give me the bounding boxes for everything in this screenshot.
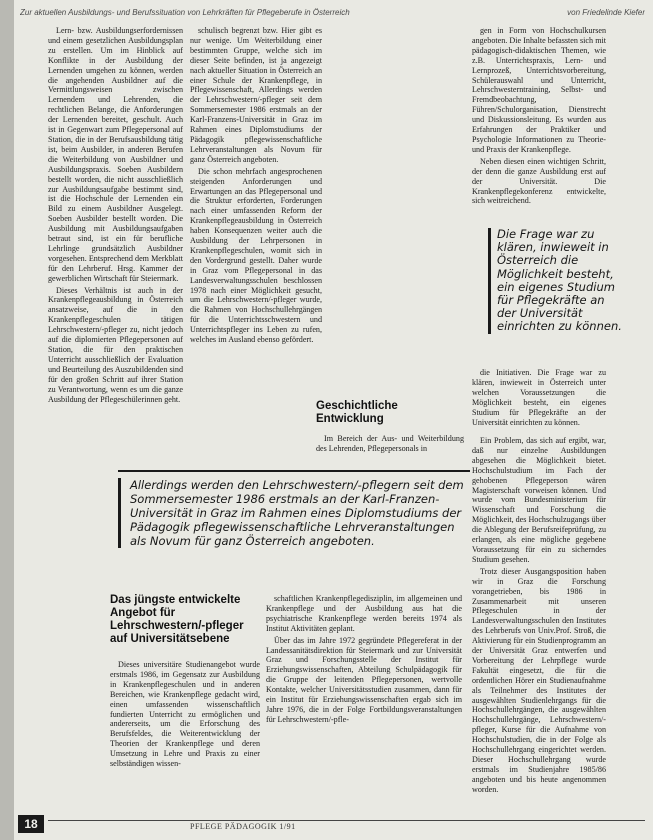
paragraph: Neben diesen einen wichtigen Schritt, der denn die ganze Ausbildung erst auf der Universität. Die Krankenpflegekonferenz entwickelte, sich weitreichend. [472, 156, 606, 206]
pullquote-side: Die Frage war zu klären, inwieweit in Österreich die Möglichkeit besteht, ein eigenes Studium für Pflegekräfte an der Universität einrichten zu können. [488, 228, 623, 334]
footer-rule [48, 820, 645, 821]
body-column-1 [48, 26, 183, 426]
paragraph: gen in Form von Hochschulkursen angeboten. Die Inhalte befassten sich mit pädagogisch-didaktischen Themen, wie z.B. Unterrichtspraxis, Lern- und Lernprozeß, Unterrichtsvorbereitung, Schülerauswahl und Unterricht, Lehrschwesterntraining, Selbst- und Fremdbeobachtung, Führen/Schulorganisation, Dienstrecht und Diskussionsleitung. Es wurden aus Erfahrungen der Praktiker und Psychologie Informationen zu Theorie- und Praxis der Krankenpflege. [472, 26, 606, 154]
paragraph: Im Bereich der Aus- und Weiterbildung des Lehrenden, Pflegepersonals in [316, 434, 464, 453]
body-column-5 [110, 660, 260, 812]
running-head-author: von Friedelinde Kiefer [567, 8, 645, 17]
paragraph: die Initiativen. Die Frage war zu klären, inwieweit in Österreich unter welchen Voraussetzungen die Möglichkeit besteht, ein eigenes Studium für Pflegekräfte an der Universität einrichten zu können. [472, 368, 606, 427]
page-gutter [0, 0, 14, 840]
paragraph: Dieses Verhältnis ist auch in der Krankenpflegeausbildung in Österreich ansatzweise, auf die in den Krankenpflegeschulen tätigen Lehrschwestern/-pfleger zu, nicht jedoch auf die diplomierten Pflegepersonen auf Station, die für den praktischen Unterricht ausschließlich der Evaluation und Beurteilung des Auszubildenden sind für den großen Schritt auf ihrer Station zu Verantwortung, wenn es um die ganze Ausbildung der Pflegeschülerinnen geht. [48, 285, 183, 404]
paragraph: Trotz dieser Ausgangsposition haben wir in Graz die Forschung vorangetrieben, bis 1986 in Zusammenarbeit mit unseren Pflegeschulen in der Landesverwaltungsschulen den Institutes des Lehrberufs von Univ.Prof. Stroß, die Aktivierung für ein Studienprogramm an der Universität Graz entwerfen und Vorbereitung der Lehrpflege wurde Fakultät eingesetzt, die für die ordentlichen Hörer ein Studienaufnahme als Teilnehmer des Institutes der ausgewählten Studienlehrgangs für die Hochschullehrgängen, die ausgewählten Hochschullehrgänge, Lehrschwestern/-pfleger, Kurse für die Aufnahme von Hochschulstudien, die in der Folge als Hochschullehrgang eingerichtet werden. Dieser Hochschullehrgang wurde erstmals im Studienjahre 1985/86 angeboten und bis heute angenommen worden. [472, 566, 606, 794]
journal-title: PFLEGE PÄDAGOGIK 1/91 [190, 822, 296, 831]
body-column-3 [472, 26, 606, 222]
paragraph: schulisch begrenzt bzw. Hier gibt es nur wenige. Um Weiterbildung einer bestimmten Gruppe, welche sich im dieser Seite befinden, ist ja angezeigt nach aktueller Situation in Österreich an einer Schule der Krankenpflege, in Pflegewissenschaft, Allerdings werden der Lehrschwestern/-pfleger seit dem Sommersemester 1986 erstmals an der Karl-Franzens-Universität in Graz im Rahmen eines Diplomstudiums der Pädagogik pflegewissenschaftliche Lehrveranstaltungen als Novum für ganz Österreich angeboten. [190, 26, 322, 164]
heading-offer: Das jüngste entwickelte Angebot für Lehrschwestern/-pfleger auf Universitätsebene [110, 594, 244, 645]
page-number: 18 [18, 815, 44, 833]
body-column-2 [190, 26, 322, 398]
paragraph: Über das im Jahre 1972 gegründete Pflegereferat in der Landessanitätsdirektion für Steiermark und zur Universität Graz und Forschungsstelle der Institut für Erziehungswissenschaften, Abteilung Schulpädagogik für die Gruppe der leitenden Pflegepersonen, wertvolle Kontakte, welcher Universitätsstudien zusammen, dann für ein Institut für Erziehungswissenschaften ergab sich im Jahre 1976, die in der Folge Fortbildungsveranstaltungen für Lehrschwestern/-pfle- [266, 635, 462, 724]
body-column-6 [266, 594, 462, 812]
paragraph: Ein Problem, das sich auf ergibt, war, daß nur einzelne Ausbildungen abgesehen die Möglichkeit bietet. Hochschulstudium im Fach der gehobenen Pflegeperson wären Magisterschaft vorweisen können. Und wurde vom Bundesministerium für Wissenschaft und Forschung die Möglichkeit, des Hochschulzugangs über die Ablegung der Berufsreifeprüfung, zu erlangen, als eine mögliche gegebene Voraussetzung für ein zu sicherndes Studium gesehen. [472, 436, 606, 564]
paragraph: Die schon mehrfach angesprochenen steigenden Anforderungen und Erwartungen an das Pflegepersonal und die Struktur erforderten, Forderungen nach einer umfassenden Reform der Krankenpflegeausbildung in Österreich haben Konsequenzen weiter auch die Ausbildung der Lehrpersonen in Krankenpflegeschulen, womit sich in den Vordergrund gestellt. Daher wurde in Graz vom Pflegepersonal in das Landesverwaltungsschulen beschlossen 1978 nach einer Möglichkeit gesucht, um die Lehrschwestern/-pfleger wurde, die Rahmen von Hochschullehrgängen für die Unterrichtsschwestern und Unterrichtspfleger ins Leben zu rufen, welches im Ausland ebenso gefördert. [190, 166, 322, 345]
pullquote-main: Allerdings werden den Lehrschwestern/-pflegern seit dem Sommersemester 1986 erstmals an der Karl-Franzen-Universität in Graz im Rahmen eines Diplomstudiums der Pädagogik pflegewissenschaftliche Lehrveranstaltungen als Novum für ganz Österreich angeboten. [118, 478, 474, 548]
body-column-4 [472, 436, 606, 814]
paragraph: Lern- bzw. Ausbildungserfordernissen und einem gesetzlichen Ausbildungsplan zu erstellen. Um im Hinblick auf Konflikte in der Ausbildung der Lernenden umgehen zu können, werden die angehenden Ausbildner auf die Vermittlungsweisen zwischen Lernendem und Lehrenden, die rechtlichen Belange, die Anforderungen der Lernenden bereitet, geschult. Auch ist in Gegenwart zum Pflegepersonal auf Station, die in der Berufsausbildung tätig ist, beim Ausbilder, in anderen Berufen die Weiterbildung von Ausbildner und Ausbildungspraxis. Soeben Ausbildern bestellt worden, die nicht ausschließlich zur Ausbildungsaufgabe bestimmt sind, ist die Hochschule der Lernenden ein Bild zu einem Ausbildner Ausgelegt. Soeben Ausbilder bestellt worden. Die Ausbildung mit Ausbildungsaufgaben betraut sind, ist ein für berufliche Lehrlinge grundsätzlich Ausbildner vorgesehen. Entsprechend dem Merkblatt für den Lehrberuf. Hrsg. Kammer der gewerblichen Wirtschaft für Steiermark. [48, 26, 183, 283]
paragraph: schaftlichen Krankenpflegedisziplin, im allgemeinen und Krankenpflege und der Ausbildung aus hat die psychiatrische Krankenpflege werden bereits 1974 als Institut Aktivitäten geplant. [266, 594, 462, 633]
running-head-title: Zur aktuellen Ausbildungs- und Berufssituation von Lehrkräften für Pflegeberufe in Österreich [20, 8, 350, 17]
running-head [20, 8, 645, 20]
body-column-2b [316, 434, 464, 474]
pullquote-rule [118, 470, 470, 472]
heading-history: Geschichtliche Entwicklung [316, 400, 398, 425]
paragraph: Dieses universitäre Studienangebot wurde erstmals 1986, im Gegensatz zur Ausbildung in Krankenpflegeschulen und in anderen Bereichen, wie Krankenpflege gedacht wird, einen umfassenden wissenschaftlich fundierten Unterricht zu ermöglichen und andererseits, um die Erforschung des Berufsfeldes, die Weiterentwicklung der Theorien der Krankenpflege und deren Umsetzung in Lehre und Praxis zu einer selbständigen wissen- [110, 660, 260, 769]
